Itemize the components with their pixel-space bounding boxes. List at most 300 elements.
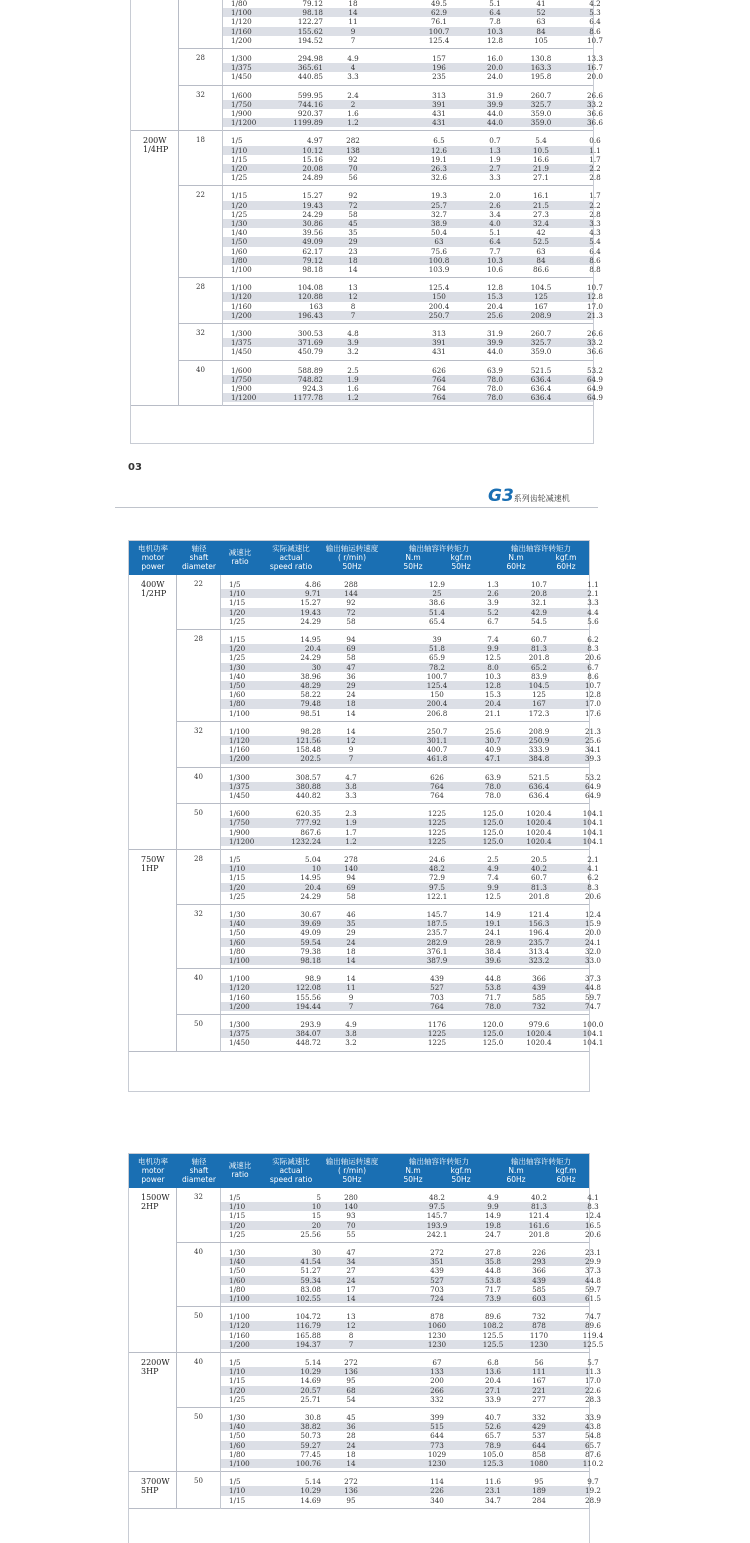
cell-torque-nm-50: 32.6 <box>430 173 447 183</box>
cell-torque-kgf-60: 34.1 <box>584 745 601 755</box>
cell-speed: 23 <box>348 246 358 256</box>
cell-torque-kgf-50: 39.9 <box>486 99 503 109</box>
cell-actual-ratio: 744.16 <box>297 99 323 109</box>
cell-ratio: 1/5 <box>229 1358 241 1367</box>
cell-torque-kgf-60: 2.1 <box>587 589 599 599</box>
cell-speed: 94 <box>346 635 356 644</box>
cell-torque-nm-50: 65.4 <box>428 616 445 626</box>
cell-actual-ratio: 38.82 <box>300 1422 321 1432</box>
cell-torque-nm-60: 226 <box>532 1248 546 1257</box>
table-row <box>221 754 601 764</box>
cell-torque-kgf-50: 125.5 <box>482 1330 504 1340</box>
cell-torque-kgf-60: 0.6 <box>589 136 601 146</box>
header-motor-en2: power <box>141 1175 165 1185</box>
shaft-diameter: 40 <box>177 969 221 1014</box>
table-header <box>129 1154 589 1188</box>
cell-actual-ratio: 300.53 <box>297 328 323 338</box>
cell-torque-kgf-50: 78.0 <box>484 790 501 800</box>
cell-torque-kgf-50: 52.6 <box>484 1422 501 1432</box>
shaft-rows <box>221 809 604 846</box>
table-row <box>221 1293 601 1303</box>
cell-actual-ratio: 10 <box>311 864 321 874</box>
cell-torque-nm-60: 104.5 <box>528 680 550 690</box>
cell-torque-nm-60: 56 <box>534 1358 544 1367</box>
cell-speed: 7 <box>348 1339 354 1349</box>
shaft-group <box>177 804 604 850</box>
cell-ratio: 1/5 <box>229 580 241 589</box>
cell-torque-nm-60: 81.3 <box>530 1202 547 1212</box>
gear-table-part-2 <box>128 540 604 1092</box>
cell-torque-nm-60: 125 <box>534 292 548 302</box>
cell-torque-nm-50: 12.9 <box>428 580 445 589</box>
cell-torque-kgf-60: 2.1 <box>587 855 599 864</box>
cell-actual-ratio: 440.82 <box>295 790 321 800</box>
cell-torque-kgf-50: 63.9 <box>486 365 503 375</box>
cell-torque-kgf-50: 39.9 <box>486 338 503 348</box>
table-row <box>223 136 601 146</box>
cell-torque-nm-60: 95 <box>534 1477 544 1487</box>
cell-torque-kgf-50: 6.4 <box>489 8 501 18</box>
cell-torque-nm-60: 333.9 <box>528 745 550 755</box>
cell-torque-nm-60: 208.9 <box>530 310 552 320</box>
cell-ratio: 1/20 <box>231 200 248 210</box>
cell-actual-ratio: 748.82 <box>297 374 323 384</box>
cell-torque-kgf-60: 2.2 <box>589 163 601 173</box>
table-row <box>223 118 603 128</box>
table-row <box>221 1440 601 1450</box>
cell-ratio: 1/120 <box>229 983 250 993</box>
cell-ratio: 1/60 <box>229 1440 246 1450</box>
cell-torque-kgf-60: 36.6 <box>586 118 603 128</box>
cell-ratio: 1/100 <box>229 955 250 965</box>
cell-torque-nm-60: 260.7 <box>530 90 552 100</box>
cell-actual-ratio: 293.9 <box>300 1020 321 1029</box>
cell-speed: 14 <box>348 8 358 18</box>
table-row <box>221 680 601 690</box>
cell-actual-ratio: 20.08 <box>302 163 323 173</box>
cell-speed: 70 <box>348 163 358 173</box>
cell-torque-nm-50: 235 <box>432 72 446 82</box>
cell-ratio: 1/5 <box>231 136 243 146</box>
cell-torque-nm-50: 1230 <box>427 1458 447 1468</box>
cell-torque-nm-50: 72.9 <box>428 873 445 883</box>
cell-torque-nm-50: 391 <box>432 99 446 109</box>
header-motor-en1: motor <box>141 1166 165 1176</box>
cell-torque-nm-50: 48.2 <box>428 1193 445 1202</box>
cell-torque-nm-50: 1225 <box>427 818 447 828</box>
cell-ratio: 1/15 <box>229 1495 246 1505</box>
cell-ratio: 1/160 <box>229 1330 250 1340</box>
cell-speed: 140 <box>344 1202 358 1212</box>
shaft-group <box>177 1307 604 1353</box>
header-allow-hz2: 60Hz <box>556 562 576 571</box>
cell-torque-kgf-50: 12.5 <box>484 891 501 901</box>
cell-torque-kgf-60: 20.6 <box>584 1229 601 1239</box>
cell-torque-kgf-50: 20.4 <box>486 301 503 311</box>
cell-torque-nm-50: 764 <box>430 781 444 791</box>
cell-actual-ratio: 599.95 <box>297 90 323 100</box>
shaft-rows <box>223 328 603 357</box>
cell-speed: 70 <box>346 1220 356 1230</box>
table-row <box>221 790 601 800</box>
table-row <box>221 1394 601 1404</box>
cell-torque-nm-50: 399 <box>430 1413 444 1422</box>
cell-torque-nm-60: 323.2 <box>528 955 550 965</box>
cell-ratio: 1/10 <box>229 1202 246 1212</box>
table-row <box>221 836 604 846</box>
cell-actual-ratio: 30.86 <box>302 218 323 228</box>
header-allow-hz2: 60Hz <box>556 1175 576 1184</box>
cell-torque-kgf-60: 17.0 <box>584 699 601 709</box>
cell-actual-ratio: 202.5 <box>300 754 321 764</box>
header-torque-cn: 输出轴容许转矩力 <box>409 1157 469 1166</box>
cell-actual-ratio: 100.76 <box>295 1458 321 1468</box>
cell-ratio: 1/100 <box>231 8 252 18</box>
cell-torque-nm-50: 376.1 <box>426 946 448 956</box>
cell-ratio: 1/40 <box>229 671 246 681</box>
cell-ratio: 1/30 <box>229 662 246 672</box>
cell-speed: 94 <box>346 873 356 883</box>
cell-ratio: 1/450 <box>231 347 252 357</box>
cell-torque-kgf-50: 7.4 <box>487 873 499 883</box>
table-row <box>221 1248 601 1257</box>
shaft-diameter: 50 <box>177 804 221 850</box>
table-row <box>221 1193 599 1202</box>
table-row <box>223 154 601 164</box>
cell-torque-nm-50: 100.7 <box>428 26 450 36</box>
cell-ratio: 1/300 <box>231 54 252 63</box>
cell-torque-nm-50: 391 <box>432 338 446 348</box>
cell-speed: 69 <box>346 882 356 892</box>
shaft-diameter: 40 <box>177 1243 221 1306</box>
table-row <box>221 1229 601 1239</box>
cell-actual-ratio: 51.27 <box>300 1266 321 1276</box>
cell-torque-kgf-60: 16.7 <box>586 63 603 73</box>
cell-ratio: 1/100 <box>229 708 250 718</box>
shaft-diameter: 40 <box>177 1353 221 1407</box>
table-row <box>221 1477 599 1487</box>
cell-torque-nm-50: 157 <box>432 54 446 63</box>
cell-torque-nm-60: 167 <box>532 1376 546 1386</box>
cell-torque-nm-60: 636.4 <box>528 790 550 800</box>
cell-speed: 1.9 <box>345 818 357 828</box>
cell-torque-kgf-50: 2.6 <box>487 589 499 599</box>
cell-speed: 9 <box>348 992 354 1002</box>
table-row <box>221 580 599 589</box>
cell-speed: 95 <box>346 1495 356 1505</box>
cell-torque-nm-50: 764 <box>430 1001 444 1011</box>
cell-torque-nm-50: 527 <box>430 983 444 993</box>
header-actual-cn: 实际减速比 <box>272 544 310 553</box>
table-row <box>221 1495 601 1505</box>
cell-torque-kgf-60: 20.0 <box>584 928 601 938</box>
cell-speed: 2.3 <box>345 809 357 819</box>
cell-torque-nm-60: 1020.4 <box>526 818 552 828</box>
cell-ratio: 1/200 <box>229 754 250 764</box>
cell-ratio: 1/450 <box>229 790 250 800</box>
cell-torque-kgf-50: 27.8 <box>484 1248 501 1257</box>
cell-actual-ratio: 15.16 <box>302 154 323 164</box>
cell-torque-kgf-60: 8.3 <box>587 882 599 892</box>
shaft-diameter: 22 <box>177 575 221 629</box>
cell-actual-ratio: 24.29 <box>302 209 323 219</box>
cell-torque-nm-50: 12.6 <box>430 145 447 155</box>
shaft-diameter: 28 <box>179 278 223 323</box>
table-row <box>223 246 601 256</box>
shaft-diameter: 50 <box>177 1015 221 1052</box>
table-row <box>221 1275 601 1285</box>
cell-torque-nm-50: 1029 <box>427 1449 447 1459</box>
cell-actual-ratio: 122.27 <box>297 17 323 27</box>
cell-actual-ratio: 1199.89 <box>293 118 323 128</box>
cell-ratio: 1/50 <box>229 928 246 938</box>
cell-torque-nm-60: 63 <box>536 246 546 256</box>
cell-ratio: 1/900 <box>229 827 250 837</box>
table-row <box>223 145 601 155</box>
cell-ratio: 1/600 <box>229 809 250 819</box>
cell-torque-kgf-50: 1.9 <box>489 154 501 164</box>
cell-speed: 46 <box>346 910 356 919</box>
table-row <box>221 827 604 837</box>
shaft-group <box>179 278 603 324</box>
cell-torque-nm-60: 16.6 <box>532 154 549 164</box>
table-row <box>221 607 599 617</box>
cell-torque-nm-60: 196.4 <box>528 928 550 938</box>
cell-torque-kgf-50: 78.0 <box>484 781 501 791</box>
shaft-rows <box>223 283 603 320</box>
cell-speed: 14 <box>346 726 356 736</box>
table-header <box>129 541 589 575</box>
cell-torque-kgf-60: 26.6 <box>586 90 603 100</box>
cell-actual-ratio: 39.56 <box>302 228 323 238</box>
cell-speed: 9 <box>348 745 354 755</box>
cell-torque-nm-60: 156.3 <box>528 919 550 929</box>
motor-power-watts: 200W <box>143 136 167 146</box>
cell-torque-kgf-60: 3.3 <box>587 598 599 608</box>
cell-torque-kgf-50: 24.1 <box>484 928 501 938</box>
cell-torque-nm-60: 21.5 <box>532 200 549 210</box>
cell-actual-ratio: 98.28 <box>300 726 321 736</box>
cell-ratio: 1/60 <box>229 690 246 700</box>
header-allow-hz1: 60Hz <box>506 562 526 571</box>
cell-speed: 93 <box>346 1211 356 1221</box>
table-row <box>223 17 601 27</box>
cell-torque-kgf-50: 15.3 <box>486 292 503 302</box>
cell-torque-nm-60: 60.7 <box>530 873 547 883</box>
table-row <box>223 72 603 82</box>
table-row <box>221 955 601 965</box>
table-row <box>223 35 603 45</box>
cell-actual-ratio: 62.17 <box>302 246 323 256</box>
cell-actual-ratio: 450.79 <box>297 347 323 357</box>
cell-speed: 18 <box>348 0 358 8</box>
cell-ratio: 1/750 <box>229 818 250 828</box>
cell-actual-ratio: 30.67 <box>300 910 321 919</box>
cell-torque-kgf-60: 20.6 <box>584 891 601 901</box>
table-row <box>223 63 603 73</box>
cell-torque-kgf-60: 15.9 <box>584 919 601 929</box>
cell-torque-nm-50: 100.7 <box>426 671 448 681</box>
cell-torque-kgf-50: 27.1 <box>484 1385 501 1395</box>
cell-speed: 136 <box>344 1486 358 1496</box>
cell-torque-kgf-50: 105.0 <box>482 1449 504 1459</box>
table-row <box>221 1001 601 1011</box>
cell-speed: 3.3 <box>347 72 359 82</box>
cell-torque-kgf-60: 3.3 <box>589 218 601 228</box>
cell-ratio: 1/25 <box>231 209 248 219</box>
cell-torque-nm-60: 41 <box>536 0 546 8</box>
cell-ratio: 1/15 <box>229 1376 246 1386</box>
table-row <box>223 264 601 274</box>
cell-torque-kgf-60: 6.2 <box>587 635 599 644</box>
table-row <box>221 1422 601 1432</box>
table-row <box>223 393 603 403</box>
cell-torque-kgf-60: 12.4 <box>584 910 601 919</box>
cell-torque-kgf-50: 125.0 <box>482 1029 504 1039</box>
cell-torque-kgf-60: 64.9 <box>586 393 603 403</box>
cell-torque-nm-50: 724 <box>430 1293 444 1303</box>
cell-speed: 12 <box>346 735 356 745</box>
cell-torque-nm-50: 65.9 <box>428 653 445 663</box>
cell-torque-kgf-60: 61.5 <box>584 1293 601 1303</box>
cell-actual-ratio: 920.37 <box>297 108 323 118</box>
table-row <box>223 26 601 36</box>
cell-actual-ratio: 30.8 <box>304 1413 321 1422</box>
cell-torque-kgf-50: 11.6 <box>484 1477 501 1487</box>
cell-ratio: 1/25 <box>229 891 246 901</box>
cell-speed: 282 <box>346 136 360 146</box>
cell-torque-nm-50: 62.9 <box>430 8 447 18</box>
cell-torque-nm-50: 76.1 <box>430 17 447 27</box>
cell-actual-ratio: 20 <box>311 1220 321 1230</box>
table-row <box>221 864 599 874</box>
cell-speed: 4.9 <box>347 54 359 63</box>
header-shaft-en1: shaft <box>189 553 209 563</box>
cell-actual-ratio: 30 <box>311 1248 321 1257</box>
cell-torque-nm-50: 187.5 <box>426 919 448 929</box>
cell-actual-ratio: 777.92 <box>295 818 321 828</box>
shaft-diameter: 32 <box>179 324 223 360</box>
cell-speed: 47 <box>346 662 356 672</box>
cell-torque-kgf-50: 63.9 <box>484 772 501 782</box>
table-row <box>221 1413 601 1422</box>
table-row <box>221 690 601 700</box>
cell-torque-kgf-50: 125.0 <box>482 809 504 819</box>
table-row <box>223 0 601 8</box>
cell-speed: 58 <box>346 653 356 663</box>
table-row <box>221 699 601 709</box>
cell-torque-kgf-60: 54.8 <box>584 1431 601 1441</box>
header-speed-cn: 输出轴运转速度 <box>325 1157 379 1166</box>
cell-torque-nm-60: 167 <box>534 301 548 311</box>
cell-torque-nm-60: 167 <box>532 699 546 709</box>
table-row <box>223 218 601 228</box>
table-row <box>221 726 601 736</box>
shaft-group <box>177 850 601 905</box>
cell-torque-kgf-50: 10.6 <box>486 264 503 274</box>
table-row <box>223 237 601 247</box>
cell-torque-nm-50: 97.5 <box>428 882 445 892</box>
cell-torque-kgf-50: 125.5 <box>482 1339 504 1349</box>
table-row <box>221 1458 604 1468</box>
cell-actual-ratio: 24.89 <box>302 173 323 183</box>
cell-speed: 29 <box>346 928 356 938</box>
cell-torque-kgf-60: 59.7 <box>584 992 601 1002</box>
cell-torque-kgf-50: 53.8 <box>484 1275 501 1285</box>
header-allow-hz1: 60Hz <box>506 1175 526 1184</box>
cell-speed: 14 <box>346 1293 356 1303</box>
shaft-group <box>177 768 601 805</box>
cell-torque-nm-50: 19.3 <box>430 191 447 201</box>
cell-torque-kgf-50: 31.9 <box>486 328 503 338</box>
cell-speed: 11 <box>346 983 356 993</box>
motor-group <box>129 1188 604 1353</box>
cell-torque-nm-60: 42 <box>536 228 546 238</box>
cell-torque-nm-60: 65.2 <box>530 662 547 672</box>
table-row <box>221 745 601 755</box>
cell-torque-nm-60: 878 <box>532 1321 546 1331</box>
cell-torque-nm-50: 200.4 <box>426 699 448 709</box>
cell-speed: 12 <box>348 292 358 302</box>
cell-torque-kgf-50: 5.1 <box>489 0 501 8</box>
cell-torque-nm-60: 313.4 <box>528 946 550 956</box>
cell-torque-kgf-60: 29.9 <box>584 1257 601 1267</box>
table-row <box>223 209 601 219</box>
cell-actual-ratio: 59.27 <box>300 1440 321 1450</box>
cell-torque-nm-50: 206.8 <box>426 708 448 718</box>
cell-torque-kgf-50: 78.9 <box>484 1440 501 1450</box>
table-row <box>223 54 603 63</box>
cell-torque-kgf-60: 17.0 <box>586 301 603 311</box>
cell-actual-ratio: 79.38 <box>300 946 321 956</box>
cell-torque-kgf-60: 87.6 <box>584 1449 601 1459</box>
cell-torque-kgf-60: 33.2 <box>586 99 603 109</box>
cell-speed: 4.7 <box>345 772 357 782</box>
cell-ratio: 1/30 <box>229 1413 246 1422</box>
cell-torque-kgf-60: 22.6 <box>584 1385 601 1395</box>
cell-ratio: 1/30 <box>229 910 246 919</box>
cell-torque-nm-50: 272 <box>430 1248 444 1257</box>
table-row <box>221 1257 601 1267</box>
cell-torque-nm-60: 32.1 <box>530 598 547 608</box>
cell-torque-kgf-60: 21.3 <box>584 726 601 736</box>
header-shaft-en1: shaft <box>189 1166 209 1176</box>
cell-torque-nm-50: 150 <box>432 292 446 302</box>
cell-speed: 14 <box>346 974 356 984</box>
cell-torque-nm-60: 636.4 <box>530 383 552 393</box>
header-actual-en1: actual <box>279 1166 303 1176</box>
cell-actual-ratio: 10 <box>311 1202 321 1212</box>
cell-speed: 92 <box>348 191 358 201</box>
cell-torque-nm-60: 42.9 <box>530 607 547 617</box>
table-row <box>221 1486 601 1496</box>
cell-actual-ratio: 48.29 <box>300 680 321 690</box>
cell-torque-kgf-50: 44.0 <box>486 108 503 118</box>
cell-ratio: 1/40 <box>229 1257 246 1267</box>
cell-torque-nm-60: 104.5 <box>530 283 552 293</box>
cell-torque-nm-50: 24.6 <box>428 855 445 864</box>
cell-torque-kgf-50: 47.1 <box>484 754 501 764</box>
cell-ratio: 1/20 <box>229 644 246 654</box>
cell-actual-ratio: 59.54 <box>300 937 321 947</box>
cell-ratio: 1/120 <box>231 292 252 302</box>
cell-speed: 8 <box>350 301 356 311</box>
cell-torque-nm-50: 461.8 <box>426 754 448 764</box>
cell-speed: 17 <box>346 1284 356 1294</box>
motor-group <box>129 850 604 1052</box>
cell-ratio: 1/160 <box>229 745 250 755</box>
cell-torque-nm-50: 63 <box>434 237 444 247</box>
